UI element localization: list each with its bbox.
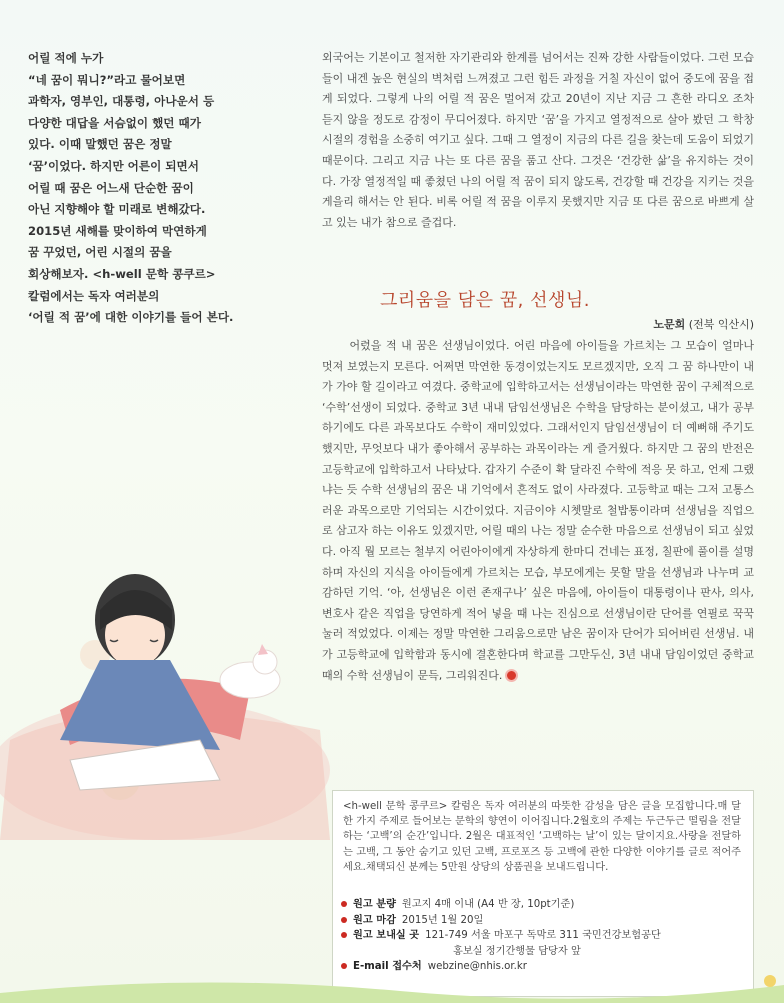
notice-item[interactable]: E-mail 접수처 webzine@nhis.or.kr — [341, 959, 661, 975]
notice-item: 원고 보내실 곳 121-749 서울 마포구 독막로 311 국민건강보험공단 — [341, 928, 661, 944]
intro-line: 2015년 새해를 맞이하여 막연하게 — [28, 223, 207, 238]
story1-paragraph: 외국어는 기본이고 철저한 자기관리와 한계를 넘어서는 진짜 강한 사람들이었다. 그런 모습들이 내겐 높은 현실의 벽처럼 느껴졌고 그런 힘든 과정을 거칠 자신이 없어 중도에 꿈을 접게 되었다. 그렇게 나의 어릴 적 꿈은 멀어져 갔고 20년이 지난 지금 그 흔한 라디오 조차 듣지 않을 정도로 감정이 무디어졌다. 하지만 ‘꿈’을 가지고 열정적으로 살아 봤던 그 학창시절의 경험을 소중히 여기고 싶다. 그때 그 열정이 지금의 다른 길을 찾는데 도움이 되었기 때문이다. 그리고 지금 나는 또 다른 꿈을 품고 산다. 그것은 ‘건강한 삶’을 유지하는 것이다. 가장 열정적일 때 좋쳤던 나의 어릴 적 꿈이 되지 않도록, 건강할 때 건강을 지키는 것을 게을리 해서는 안 된다. 비록 어릴 적 꿈을 이루지 못했지만 지금 또 다른 꿈으로 바쁘게 살고 있는 내가 참으로 즐겁다. — [322, 51, 754, 229]
story2-body — [322, 336, 754, 686]
intro-line: 어릴 때 꿈은 어느새 단순한 꿈이 — [28, 180, 194, 195]
intro-line: 꿈 꾸었던, 어린 시절의 꿈을 — [28, 245, 172, 260]
intro-line: 과학자, 영부인, 대통령, 아나운서 등 — [28, 94, 215, 109]
intro-line: 있다. 이때 말했던 꿈은 정말 — [28, 137, 172, 152]
intro-text — [28, 48, 298, 329]
author-name: 노문희 — [653, 318, 686, 331]
bullet-icon — [341, 901, 347, 907]
story2-paragraph: 어렸을 적 내 꿈은 선생님이었다. 어린 마음에 아이들을 가르치는 그 모습이 얼마나 멋져 보였는지 모른다. 어쩌면 막연한 동경이었는지도 모르겠지만, 오직 그 꿈 하나만이 내가 가야 할 길이라고 여겼다. 중학교에 입학하고서는 선생님이라는 막연한 꿈이 구체적으로 ‘수학’선생이 되었다. 중학교 3년 내내 담임선생님은 수학을 담당하는 분이셨고, 내가 공부하기에도 다른 과목보다도 수학이 재미있었다. 그래서인지 담임선생님이 더 예뻐해 주기도 했지만, 무엇보다 내가 좋아해서 공부하는 과목이라는 게 즐거웠다. 하지만 그 꿈의 반전은 고등학교에 입학하고서 나타났다. 갑자기 수준이 확 달라진 수학에 적응 못 하고, 언제 그랬냐는 듯 수학 선생님의 꿈은 내 기억에서 흔적도 없이 사라졌다. 고등학교 때는 그저 고통스러운 과목으로만 기억되는 시간이었다. 지금이야 시쳇말로 철밥통이라며 선생님을 직업으로 삼고자 하는 이유도 있겠지만, 어릴 때의 나는 정말 순수한 마음으로 선생님이 되고 싶었다. 아직 뭘 모르는 철부지 어린아이에게 자상하게 한마디 건네는 표정, 칠판에 풀이를 설명하며 자신의 지식을 아이들에게 가르치는 모습, 부모에게는 못할 말을 선생님과 나누며 교감하던 기억. ‘아, 선생님은 이런 존재구나’ 싶은 마음에, 아이들이 대통령이나 판사, 의사, 변호사 같은 직업을 당연하게 적어 넣을 때 나는 진심으로 선생님이란 단어를 연필로 꾹꾹 눌러 적었었다. 이제는 정말 막연한 그리움으로만 남은 꿈이자 단어가 되어버린 선생님. 내가 고등학교에 입학함과 동시에 결혼한다며 학교를 그만두신, 3년 내내 담임이었던 중학교 때의 수학 선생님이 문득, 그리워진다. — [322, 339, 754, 682]
story2-byline — [653, 316, 754, 332]
grass-decoration — [0, 963, 784, 1003]
end-mark-icon — [505, 669, 518, 682]
story1-body — [322, 48, 754, 233]
intro-line: “네 꿈이 뭐니?”라고 물어보면 — [28, 72, 186, 87]
notice-item: 원고 분량 원고지 4매 이내 (A4 반 장, 10pt기준) — [341, 897, 661, 913]
email-link[interactable]: webzine@nhis.or.kr — [427, 961, 527, 973]
girl-reading-illustration — [0, 540, 330, 840]
intro-line: 다양한 대답을 서슴없이 했던 때가 — [28, 115, 201, 130]
intro-line: 회상해보자. <h-well 문학 콩쿠르> — [28, 266, 216, 281]
intro-line: 아닌 지향해야 할 미래로 변해갔다. — [28, 202, 206, 217]
bullet-icon — [341, 917, 347, 923]
intro-line: 칼럼에서는 독자 여러분의 — [28, 288, 160, 303]
author-region: (전북 익산시) — [688, 318, 754, 331]
notice-item: 홍보실 정기간행물 담당자 앞 — [453, 945, 581, 957]
intro-line: 어릴 적에 누가 — [28, 51, 104, 65]
notice-item: 원고 마감 2015년 1월 20일 — [341, 913, 661, 929]
intro-line: ‘어릴 적 꿈’에 대한 이야기를 들어 본다. — [28, 310, 234, 325]
story2-title: 그리움을 담은 꿈, 선생님. — [380, 290, 590, 311]
notice-description: <h-well 문학 콩쿠르> 칼럼은 독자 여러분의 따뜻한 감성을 담은 글을 모집합니다.매 달 한 가지 주제로 들어보는 문학의 향연이 이어집니다.2월호의 주제는 두근두근 떨림을 전달하는 ‘고백’의 순간’입니다. 2월은 대표적인 ‘고백하는 날’이 있는 달이지요.사랑을 전달하는 고백, 그 동안 숨기고 있던 고백, 프로포즈 등 고백에 관한 다양한 이야기를 글로 적어주세요.채택되신 분께는 5만원 상당의 상품권을 보내드립니다. — [343, 801, 741, 873]
intro-line: ‘꿈’이었다. 하지만 어른이 되면서 — [28, 158, 199, 173]
bullet-icon — [341, 932, 347, 938]
